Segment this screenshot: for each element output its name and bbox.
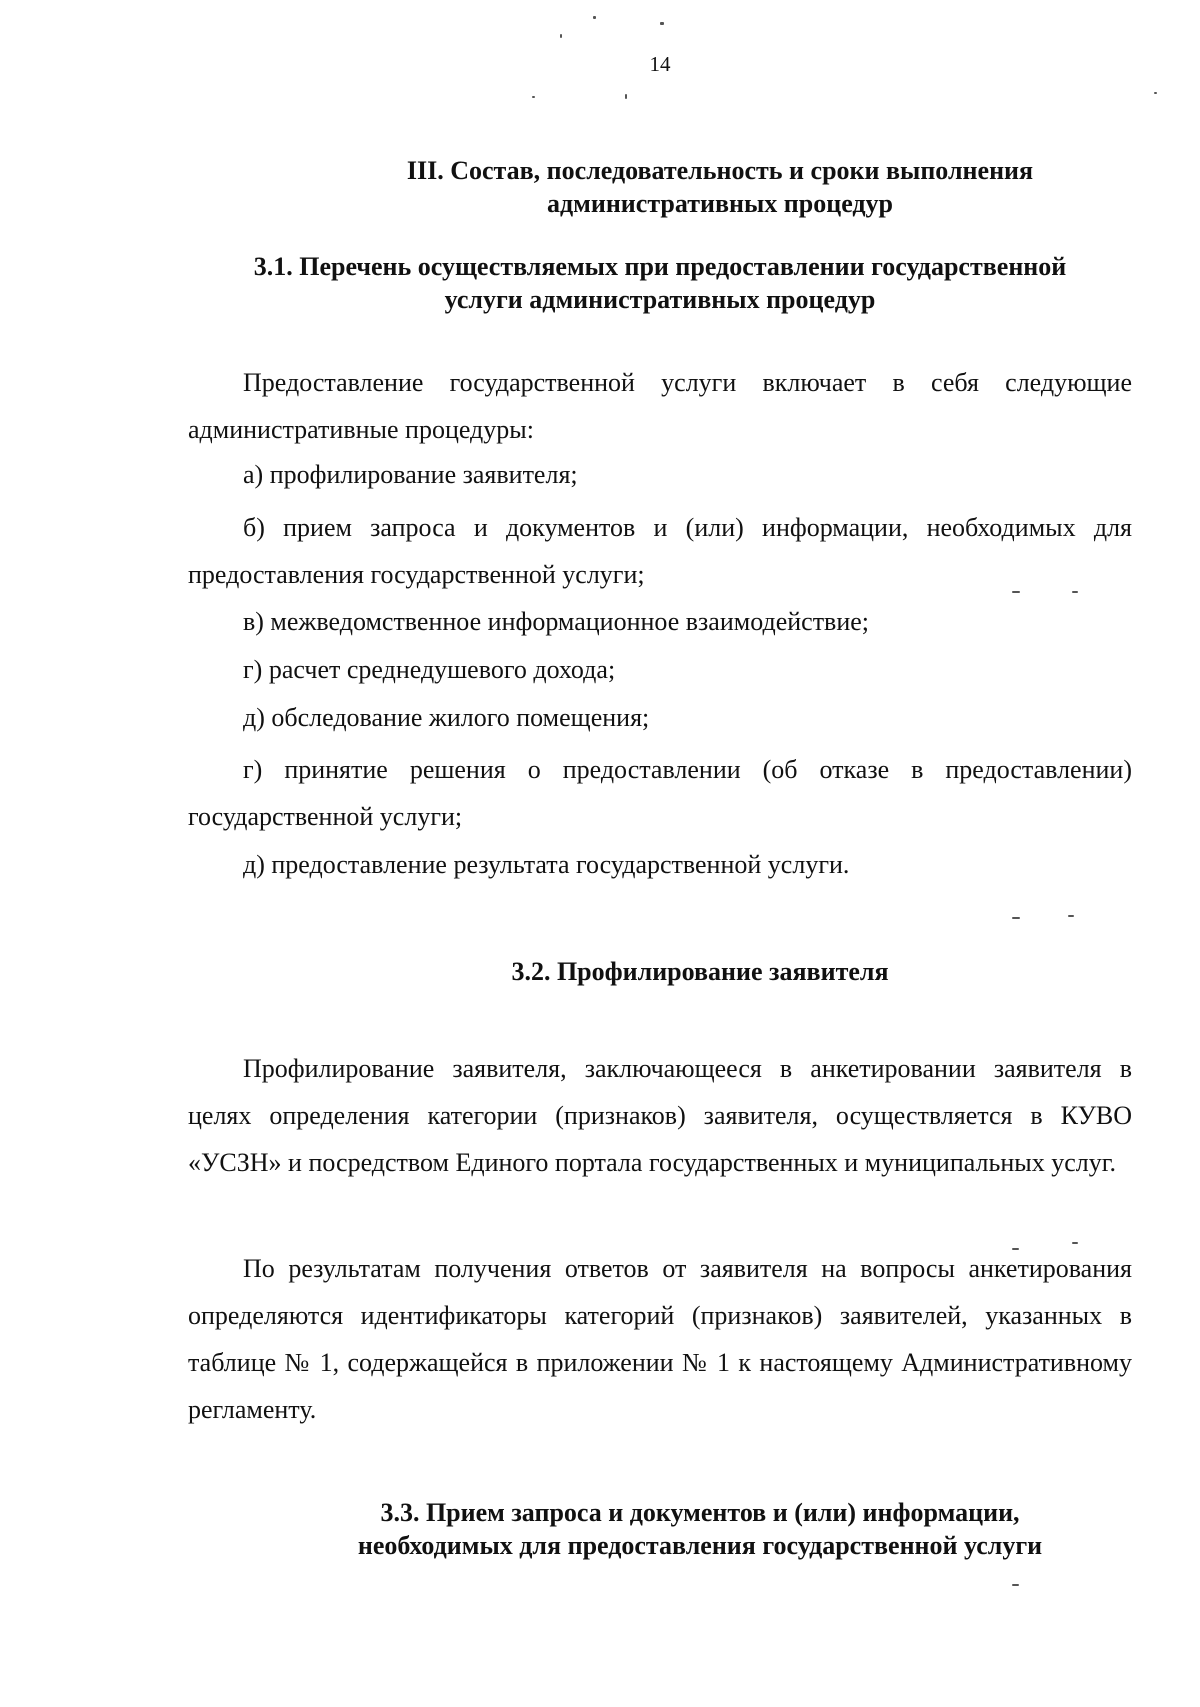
procedure-item-b: б) прием запроса и документов и (или) информации, необходимых для предоставления государственной услуги; bbox=[188, 513, 1132, 589]
subsection-3-2-paragraph-1: Профилирование заявителя, заключающееся в анкетировании заявителя в целях определения категории (признаков) заявителя, осуществляется в КУВО «УСЗН» и посредством Единого портала государственных и муниципальных услуг. bbox=[188, 1054, 1132, 1177]
scan-speck bbox=[532, 96, 535, 98]
subsection-3-3-title-line-2: необходимых для предоставления государственной услуги bbox=[357, 1531, 1043, 1560]
subsection-3-2-title: 3.2. Профилирование заявителя bbox=[511, 957, 889, 986]
scan-speck bbox=[625, 94, 627, 99]
scan-speck bbox=[1154, 92, 1157, 94]
procedure-item-g: г) расчет среднедушевого дохода; bbox=[243, 655, 616, 684]
subsection-3-3-title-line-1: 3.3. Прием запроса и документов и (или) информации, bbox=[380, 1498, 1020, 1527]
section-title-line-1: III. Состав, последовательность и сроки выполнения bbox=[406, 156, 1034, 185]
section-title bbox=[120, 154, 1200, 220]
subsection-3-2-paragraph-2: По результатам получения ответов от заявителя на вопросы анкетирования определяются идентификаторы категорий (признаков) заявителей, указанных в таблице № 1, содержащейся в приложении № 1 к настоящему Административному регламенту. bbox=[188, 1254, 1132, 1424]
procedure-item-g2: г) принятие решения о предоставлении (об отказе в предоставлении) государственной услуги; bbox=[188, 755, 1132, 831]
subsection-3-1-intro: Предоставление государственной услуги включает в себя следующие административные процедуры: bbox=[188, 368, 1132, 444]
procedure-item-v: в) межведомственное информационное взаимодействие; bbox=[243, 607, 870, 636]
subsection-3-3-title bbox=[100, 1496, 1200, 1562]
scan-speck bbox=[1072, 1242, 1078, 1244]
section-title-line-2: административных процедур bbox=[546, 189, 894, 218]
scan-speck bbox=[593, 16, 596, 19]
scan-speck bbox=[1012, 917, 1020, 919]
subsection-3-1-title-line-1: 3.1. Перечень осуществляемых при предоставлении государственной bbox=[253, 252, 1067, 281]
procedure-item-d2: д) предоставление результата государственной услуги. bbox=[243, 850, 850, 879]
procedure-item-a: а) профилирование заявителя; bbox=[243, 460, 578, 489]
scan-speck bbox=[1068, 915, 1074, 917]
subsection-3-1-title-line-2: услуги административных процедур bbox=[444, 285, 876, 314]
subsection-3-1-title bbox=[60, 250, 1200, 316]
procedure-item-d: д) обследование жилого помещения; bbox=[243, 703, 650, 732]
scan-speck bbox=[560, 34, 562, 38]
scan-speck bbox=[1012, 1584, 1019, 1586]
scan-speck bbox=[660, 22, 664, 25]
page-number: 14 bbox=[649, 52, 671, 76]
